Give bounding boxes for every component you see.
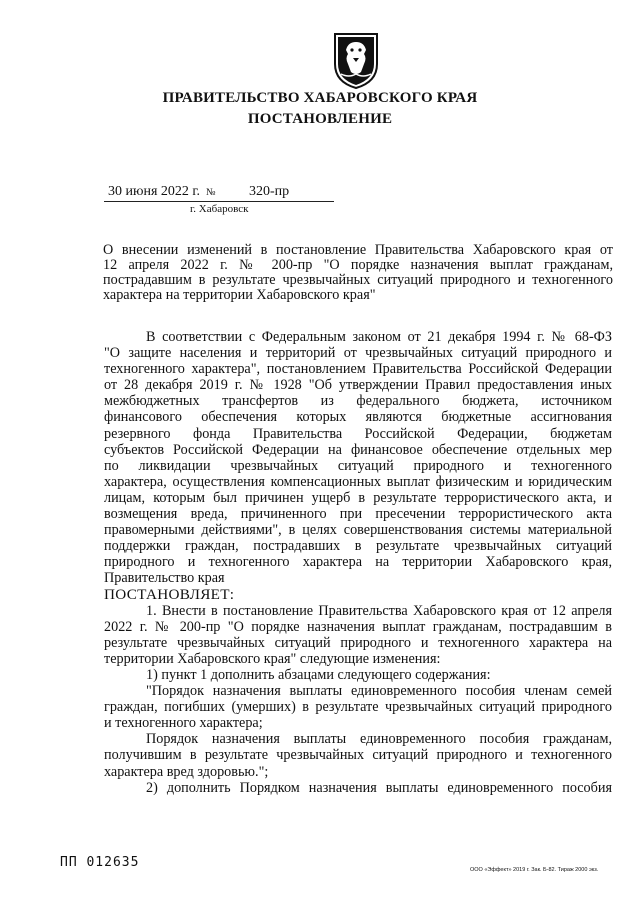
number-sign: № <box>206 187 216 198</box>
body-line: Порядок назначения выплаты единовременного пособия гражданам, <box>146 731 612 748</box>
document-subject <box>103 243 613 303</box>
body-line: характера, осуществления компенсационных выплат физическим и юридическим <box>104 473 612 490</box>
subject-line: О внесении изменений в постановление Правительства Хабаровского края от <box>103 242 613 258</box>
printer-note: ООО «Эффект» 2019 г. Зак. Б-82. Тираж 2000 экз. <box>470 867 599 873</box>
document-date: 30 июня 2022 г. <box>108 184 201 199</box>
body-line: резервного фонда Правительства Российской Федерации, бюджетам <box>104 425 612 442</box>
form-code: ПП 012635 <box>60 855 140 870</box>
body-line: поддержки граждан, пострадавших в результате чрезвычайных ситуаций <box>104 538 612 555</box>
body-line: по ликвидации чрезвычайных ситуаций природного и техногенного <box>104 457 612 474</box>
body-line: техногенного характера", постановлением Правительства Российской Федерации <box>104 361 612 378</box>
body-line: территории Хабаровского края" следующие изменения: <box>104 650 441 667</box>
body-line: Правительство края <box>104 570 225 587</box>
subject-line: пострадавшим в результате чрезвычайных ситуаций природного и техногенного <box>103 272 613 288</box>
body-line: 2) дополнить Порядком назначения выплаты единовременного пособия <box>146 779 612 796</box>
coat-of-arms-emblem <box>331 28 381 90</box>
body-line: "Порядок назначения выплаты единовременного пособия членам семей <box>146 683 612 700</box>
body-line: В соответствии с Федеральным законом от 21 декабря 1994 г. № 68-ФЗ <box>146 329 612 345</box>
body-line: финансового обеспечения которых являются бюджетные ассигнования <box>104 409 612 426</box>
body-line: и техногенного характера; <box>104 715 263 732</box>
body-line: результате чрезвычайных ситуаций природного и техногенного характера на <box>104 634 612 651</box>
body-line: 2022 г. № 200-пр "О порядке назначения выплат гражданам, пострадавшим в <box>104 618 612 635</box>
body-line: лицам, которым был причинен ущерб в результате террористического акта, и <box>104 489 612 506</box>
body-line: характера вред здоровью."; <box>104 763 269 780</box>
subject-line: 12 апреля 2022 г. № 200-пр "О порядке назначения выплат гражданам, <box>103 257 613 273</box>
body-line: правомерными действиями", в целях совершенствования системы материальной <box>104 522 612 539</box>
document-city: г. Хабаровск <box>190 203 249 215</box>
body-line: субъектов Российской Федерации на финансовое обеспечение отдельных мер <box>104 441 612 458</box>
body-line: возмещения вреда, причиненного при пресечении террористического акта <box>104 506 612 523</box>
doc-type-title: ПОСТАНОВЛЕНИЕ <box>247 111 393 127</box>
resolves-heading: ПОСТАНОВЛЯЕТ: <box>104 585 235 603</box>
document-body <box>104 329 612 796</box>
body-line: граждан, погибших (умерших) в результате чрезвычайных ситуаций природного <box>104 699 612 716</box>
body-line: от 28 декабря 2019 г. № 1928 "Об утверждении Правил предоставления иных <box>104 377 612 394</box>
body-line: природного и техногенного характера на территории Хабаровского края, <box>104 554 612 571</box>
body-line: получившим в результате чрезвычайных ситуаций природного и техногенного <box>104 747 612 764</box>
date-number-line <box>104 183 334 202</box>
subject-line: характера на территории Хабаровского края" <box>103 287 376 303</box>
org-title: ПРАВИТЕЛЬСТВО ХАБАРОВСКОГО КРАЯ <box>162 90 478 106</box>
body-line: "О защите населения и территорий от чрезвычайных ситуаций природного и <box>104 345 612 362</box>
document-number: 320-пр <box>249 184 290 199</box>
body-line: 1) пункт 1 дополнить абзацами следующего содержания: <box>146 666 491 683</box>
body-line: межбюджетных трансфертов из федерального бюджета, источником <box>104 393 612 410</box>
body-line: 1. Внести в постановление Правительства Хабаровского края от 12 апреля <box>146 602 612 619</box>
